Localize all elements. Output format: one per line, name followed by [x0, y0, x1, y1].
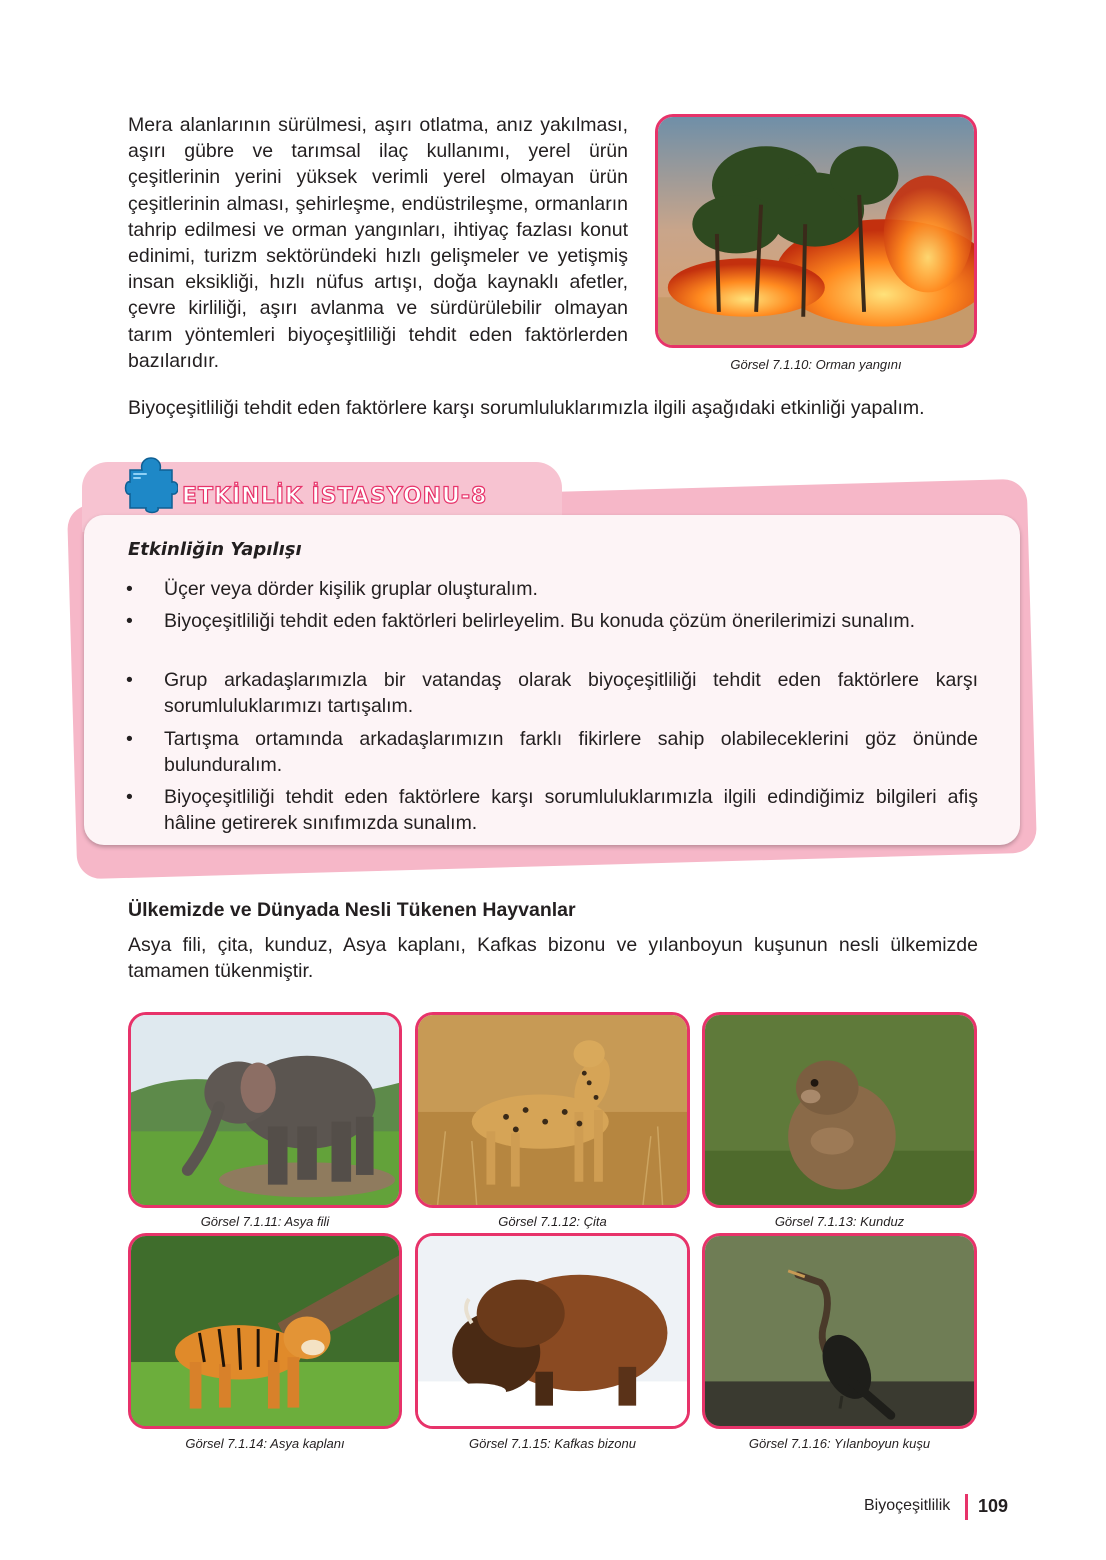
fire-caption: Görsel 7.1.10: Orman yangını — [730, 357, 902, 372]
beaver-photo — [702, 1012, 977, 1208]
animal-caption: Görsel 7.1.13: Kunduz — [774, 1214, 905, 1229]
activity-item — [126, 576, 978, 602]
footer-chapter-label: Biyoçeşitlilik — [864, 1497, 951, 1514]
animal-caption: Görsel 7.1.11: Asya fili — [200, 1214, 330, 1229]
section-heading: Ülkemizde ve Dünyada Nesli Tükenen Hayvanlar — [128, 899, 576, 921]
activity-item-text: Tartışma ortamında arkadaşlarımızın farklı fikirlere sahip olabileceklerini göz önünde bulunduralım. — [164, 728, 978, 776]
asian-elephant-photo — [128, 1012, 402, 1208]
activity-item-text: Biyoçeşitliliği tehdit eden faktörlere karşı sorumluluklarımızla ilgili edindiğimiz bilgileri afiş hâline getirerek sınıfımızda sunalım. — [164, 786, 978, 834]
activity-item — [126, 608, 978, 634]
activity-title: ETKİNLİK İSTASYONU-8 — [182, 484, 488, 509]
puzzle-piece-icon — [124, 456, 178, 514]
activity-item — [126, 784, 978, 836]
cheetah-photo — [415, 1012, 690, 1208]
footer-divider — [965, 1494, 968, 1520]
bullet: • — [126, 610, 133, 632]
bullet: • — [126, 786, 133, 808]
animal-caption: Görsel 7.1.14: Asya kaplanı — [185, 1436, 345, 1451]
section-paragraph: Asya fili, çita, kunduz, Asya kaplanı, Kafkas bizonu ve yılanboyun kuşunun nesli ülkemizde tamamen tükenmiştir. — [128, 934, 978, 983]
animal-caption: Görsel 7.1.16: Yılanboyun kuşu — [748, 1436, 931, 1451]
page-number: 109 — [978, 1496, 1009, 1516]
forest-fire-photo — [655, 114, 977, 348]
bullet: • — [126, 728, 133, 750]
animal-caption: Görsel 7.1.15: Kafkas bizonu — [469, 1436, 636, 1451]
activity-intro: Biyoçeşitliliği tehdit eden faktörlere karşı sorumluluklarımızla ilgili aşağıdaki etkinliği yapalım. — [128, 397, 925, 419]
activity-item — [126, 667, 978, 719]
activity-item-text: Üçer veya dörder kişilik gruplar oluşturalım. — [164, 578, 538, 600]
intro-paragraph: Mera alanlarının sürülmesi, aşırı otlatma, anız yakılması, aşırı gübre ve tarımsal ilaç kullanımı, yerel ürün çeşitlerinin yerini yüksek verimli yerel olmayan ürün çeşitlerinin alması, şehirleşme, endüstrileşme, ormanların tahrip edilmesi ve orman yangınları, ihtiyaç fazlası konut edinimi, turizm sektöründeki hızlı gelişmeler ve yetişmiş insan eksikliği, hızlı nüfus artışı, doğa kaynaklı afetler, çevre kirliliği, aşırı avlanma ve sürdürülebilir olmayan tarım yöntemleri biyoçeşitliliği tehdit eden faktörlerden bazılarıdır. — [128, 114, 628, 372]
bullet: • — [126, 578, 133, 600]
darter-bird-photo — [702, 1233, 977, 1429]
bullet: • — [126, 669, 133, 691]
animal-caption: Görsel 7.1.12: Çita — [498, 1214, 607, 1229]
activity-item-text: Grup arkadaşlarımızla bir vatandaş olarak biyoçeşitliliği tehdit eden faktörlere karşı sorumluluklarımızı tartışalım. — [164, 669, 978, 717]
activity-subtitle: Etkinliğin Yapılışı — [128, 539, 302, 560]
activity-item-text: Biyoçeşitliliği tehdit eden faktörleri belirleyelim. Bu konuda çözüm önerilerimizi sunalım. — [164, 610, 916, 632]
asian-tiger-photo — [128, 1233, 402, 1429]
activity-item — [126, 726, 978, 778]
caucasian-bison-photo — [415, 1233, 690, 1429]
